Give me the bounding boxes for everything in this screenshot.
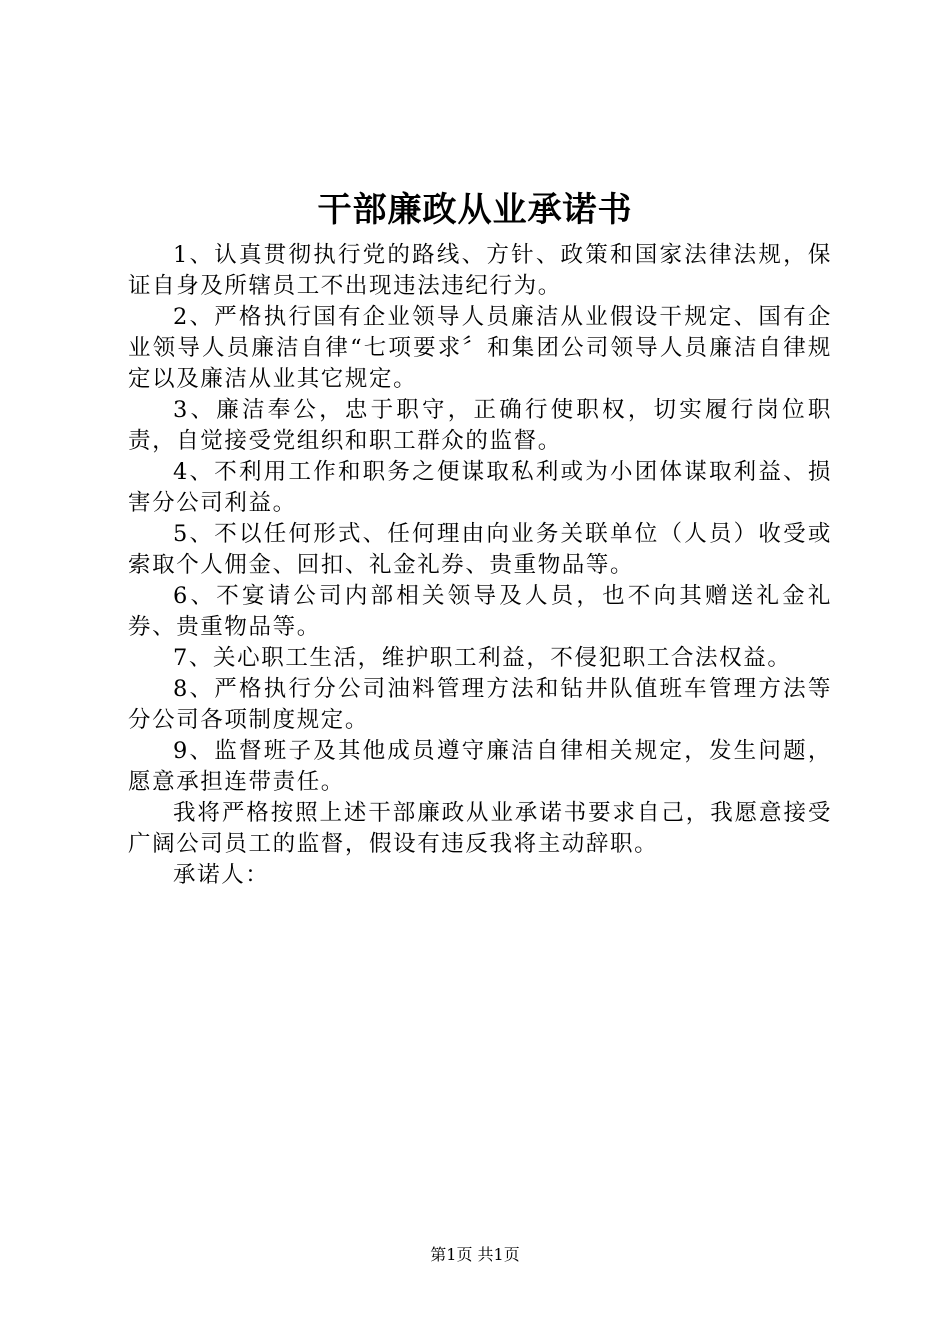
paragraph-3: 3、廉洁奉公，忠于职守，正确行使职权，切实履行岗位职责，自觉接受党组织和职工群众的监督。 (128, 397, 832, 454)
document-body (128, 240, 832, 891)
paragraph-1: 1、认真贯彻执行党的路线、方针、政策和国家法律法规，保证自身及所辖员工不出现违法违纪行为。 (128, 242, 832, 299)
signature-label: 承诺人： (173, 862, 270, 888)
paragraph-6: 6、不宴请公司内部相关领导及人员，也不向其赠送礼金礼券、贵重物品等。 (128, 583, 832, 640)
paragraph-2: 2、严格执行国有企业领导人员廉洁从业假设干规定、国有企业领导人员廉洁自律“七项要求〞和集团公司领导人员廉洁自律规定以及廉洁从业其它规定。 (128, 304, 832, 392)
paragraph-8: 8、严格执行分公司油料管理方法和钻井队值班车管理方法等分公司各项制度规定。 (128, 676, 832, 733)
paragraph-9: 9、监督班子及其他成员遵守廉洁自律相关规定，发生问题，愿意承担连带责任。 (128, 738, 832, 795)
paragraph-7: 7、关心职工生活，维护职工利益，不侵犯职工合法权益。 (173, 645, 792, 671)
document-title: 干部廉政从业承诺书 (317, 190, 633, 230)
paragraph-4: 4、不利用工作和职务之便谋取私利或为小团体谋取利益、损害分公司利益。 (128, 459, 832, 516)
closing-statement: 我将严格按照上述干部廉政从业承诺书要求自己，我愿意接受广阔公司员工的监督，假设有违反我将主动辞职。 (128, 800, 832, 857)
paragraph-5: 5、不以任何形式、任何理由向业务关联单位（人员）收受或索取个人佣金、回扣、礼金礼券、贵重物品等。 (128, 521, 832, 578)
page-footer: 第1页 共1页 (430, 1245, 520, 1264)
